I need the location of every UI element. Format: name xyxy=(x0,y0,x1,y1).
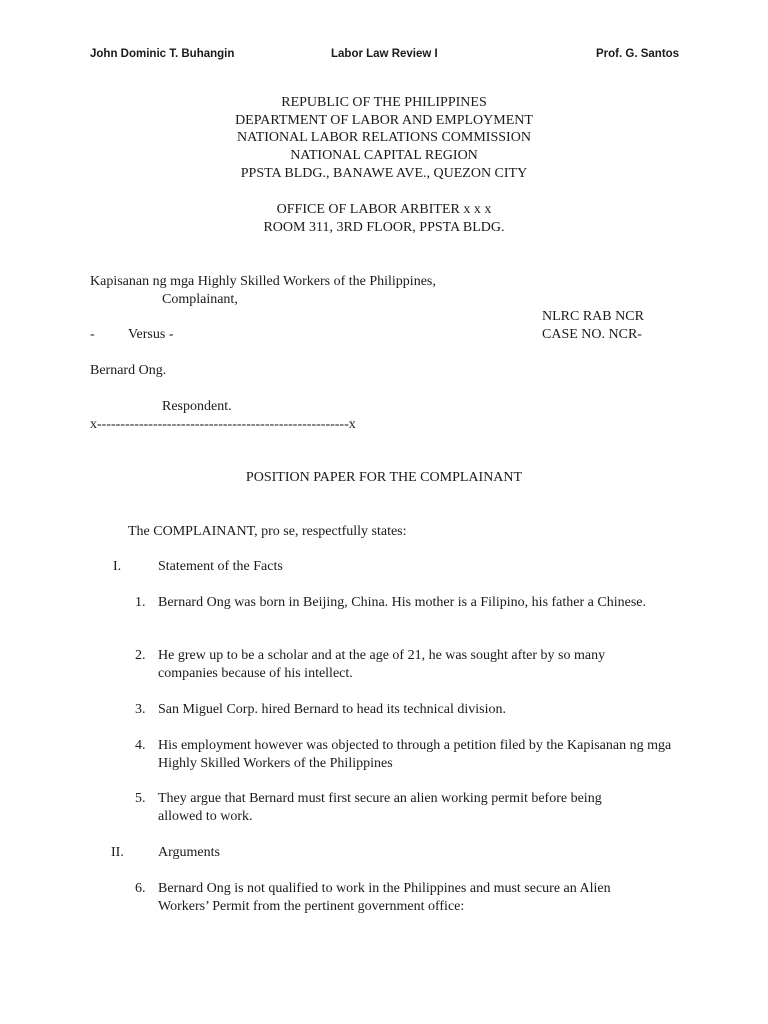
section-numeral: II. xyxy=(111,845,124,860)
list-item-number: 2. xyxy=(135,648,146,663)
list-item-number: 4. xyxy=(135,738,146,753)
caption-address: PPSTA BLDG., BANAWE AVE., QUEZON CITY xyxy=(240,166,528,181)
list-item-number: 3. xyxy=(135,702,146,717)
case-line-2: CASE NO. NCR- xyxy=(542,327,642,342)
section-numeral: I. xyxy=(113,559,122,574)
intro-paragraph: The COMPLAINANT, pro se, respectfully states: xyxy=(128,524,407,539)
list-item-number: 5. xyxy=(135,791,146,806)
caption-republic: REPUBLIC OF THE PHILIPPINES xyxy=(281,95,487,110)
caption-region: NATIONAL CAPITAL REGION xyxy=(290,148,478,163)
list-item-text: They argue that Bernard must first secure an alien working permit before being allowed to work. xyxy=(158,791,602,824)
respondent-name: Bernard Ong. xyxy=(90,363,167,378)
respondent-role: Respondent. xyxy=(162,399,232,414)
header-course: Labor Law Review I xyxy=(331,48,438,60)
list-item-text: Bernard Ong is not qualified to work in the Philippines and must secure an Alien Workers’ Permit from the pertinent government office: xyxy=(158,881,611,914)
document-title: POSITION PAPER FOR THE COMPLAINANT xyxy=(245,470,523,485)
list-item-text: His employment however was objected to through a petition filed by the Kapisanan ng mga Highly Skilled Workers of the Philippines xyxy=(158,738,672,771)
caption-room: ROOM 311, 3RD FLOOR, PPSTA BLDG. xyxy=(263,220,505,235)
list-item-text: Bernard Ong was born in Beijing, China. His mother is a Filipino, his father a Chinese. xyxy=(158,595,646,610)
header-author: John Dominic T. Buhangin xyxy=(90,48,235,60)
header-professor: Prof. G. Santos xyxy=(596,48,680,60)
versus-label: Versus - xyxy=(128,327,174,342)
list-item-number: 1. xyxy=(135,595,146,610)
caption-department: DEPARTMENT OF LABOR AND EMPLOYMENT xyxy=(235,113,533,128)
case-line-1: NLRC RAB NCR xyxy=(542,309,644,324)
list-item-text: He grew up to be a scholar and at the age of 21, he was sought after by so many companies because of his intellect. xyxy=(158,648,606,681)
versus-dash: - xyxy=(90,327,95,342)
complainant-role: Complainant, xyxy=(162,292,238,307)
caption-separator: x------------------------------------------------------x xyxy=(90,417,356,432)
list-item-text: San Miguel Corp. hired Bernard to head its technical division. xyxy=(158,702,506,717)
section-heading: Statement of the Facts xyxy=(158,559,283,574)
list-item-number: 6. xyxy=(135,881,146,896)
caption-commission: NATIONAL LABOR RELATIONS COMMISSION xyxy=(237,130,531,145)
section-heading: Arguments xyxy=(158,845,220,860)
caption-office: OFFICE OF LABOR ARBITER x x x xyxy=(276,202,492,217)
complainant-name: Kapisanan ng mga Highly Skilled Workers of the Philippines, xyxy=(90,274,436,289)
